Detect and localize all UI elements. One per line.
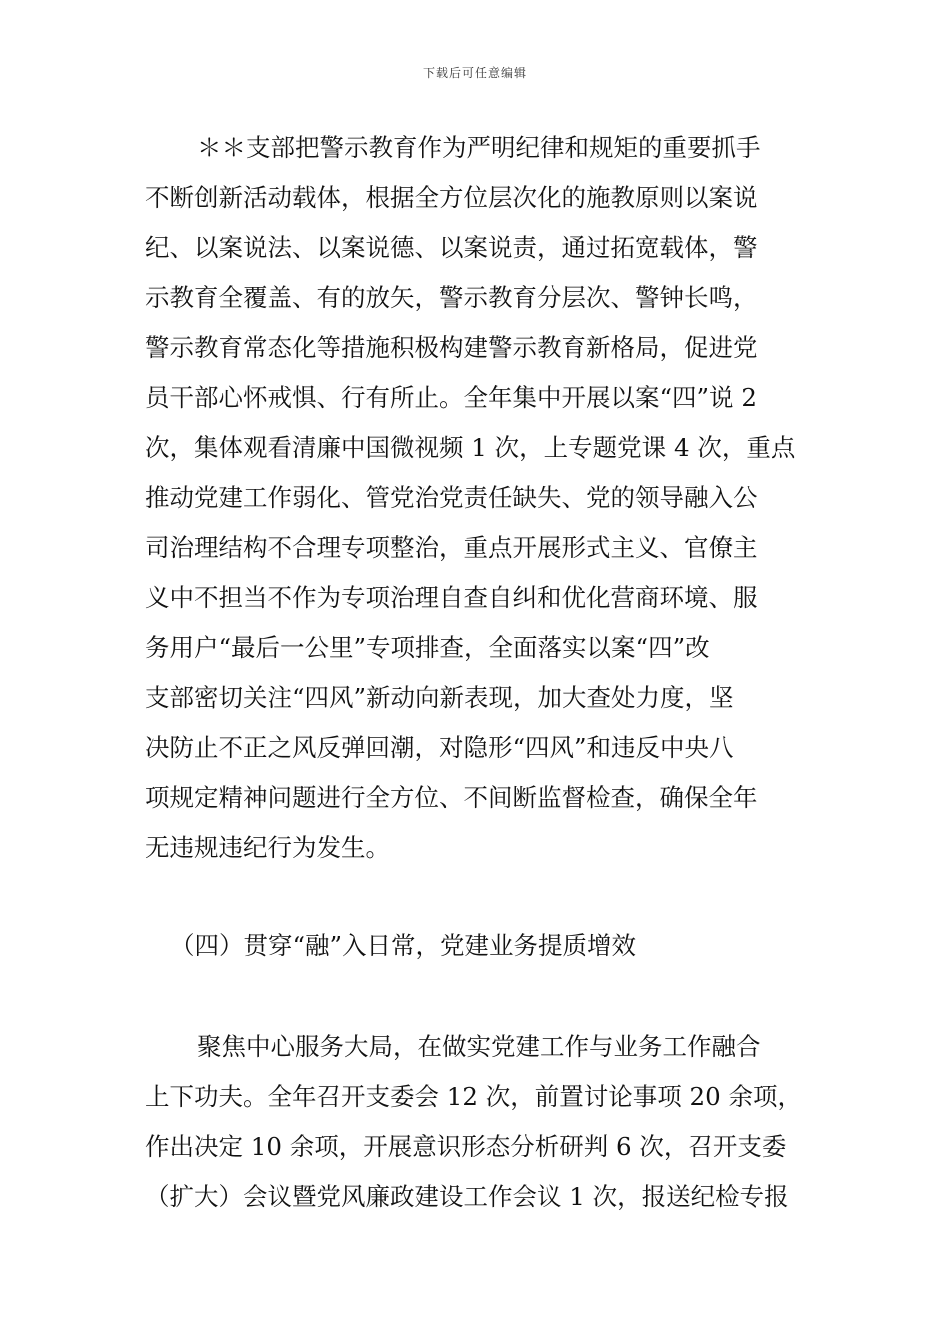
text-line: 作出决定 10 余项，开展意识形态分析研判 6 次，召开支委 [145, 1132, 787, 1161]
text-line: 员干部心怀戒惧、行有所止。全年集中开展以案“四”说 2 [145, 383, 757, 412]
text-line: 推动党建工作弱化、管党治党责任缺失、党的领导融入公 [145, 483, 758, 512]
text-line: 上下功夫。全年召开支委会 12 次，前置讨论事项 20 余项， [145, 1082, 802, 1111]
text-line: 聚焦中心服务大局，在做实党建工作与业务工作融合 [197, 1032, 761, 1061]
text-line: 无违规违纪行为发生。 [145, 833, 390, 862]
text-line: 次，集体观看清廉中国微视频 1 次，上专题党课 4 次，重点 [145, 433, 796, 462]
text-line: ＊＊支部把警示教育作为严明纪律和规矩的重要抓手 [197, 133, 761, 162]
text-line: 不断创新活动载体，根据全方位层次化的施教原则以案说 [145, 183, 758, 212]
text-line: 项规定精神问题进行全方位、不间断监督检查，确保全年 [145, 783, 758, 812]
text-line: 示教育全覆盖、有的放矢，警示教育分层次、警钟长鸣， [145, 283, 758, 312]
text-line: 纪、以案说法、以案说德、以案说责，通过拓宽载体，警 [145, 233, 758, 262]
text-line: （扩大）会议暨党风廉政建设工作会议 1 次，报送纪检专报 [145, 1182, 789, 1211]
text-line: 支部密切关注“四风”新动向新表现，加大查处力度，坚 [145, 683, 734, 712]
text-line: 务用户“最后一公里”专项排查，全面落实以案“四”改 [145, 633, 710, 662]
page-header: 下载后可任意编辑 [422, 66, 527, 80]
text-line: 警示教育常态化等措施积极构建警示教育新格局，促进党 [145, 333, 758, 362]
section-heading: （四）贯穿“融”入日常，党建业务提质增效 [170, 931, 637, 960]
text-line: 决防止不正之风反弹回潮，对隐形“四风”和违反中央八 [145, 733, 734, 762]
text-line: 义中不担当不作为专项治理自查自纠和优化营商环境、服 [145, 583, 758, 612]
text-line: 司治理结构不合理专项整治，重点开展形式主义、官僚主 [145, 533, 758, 562]
